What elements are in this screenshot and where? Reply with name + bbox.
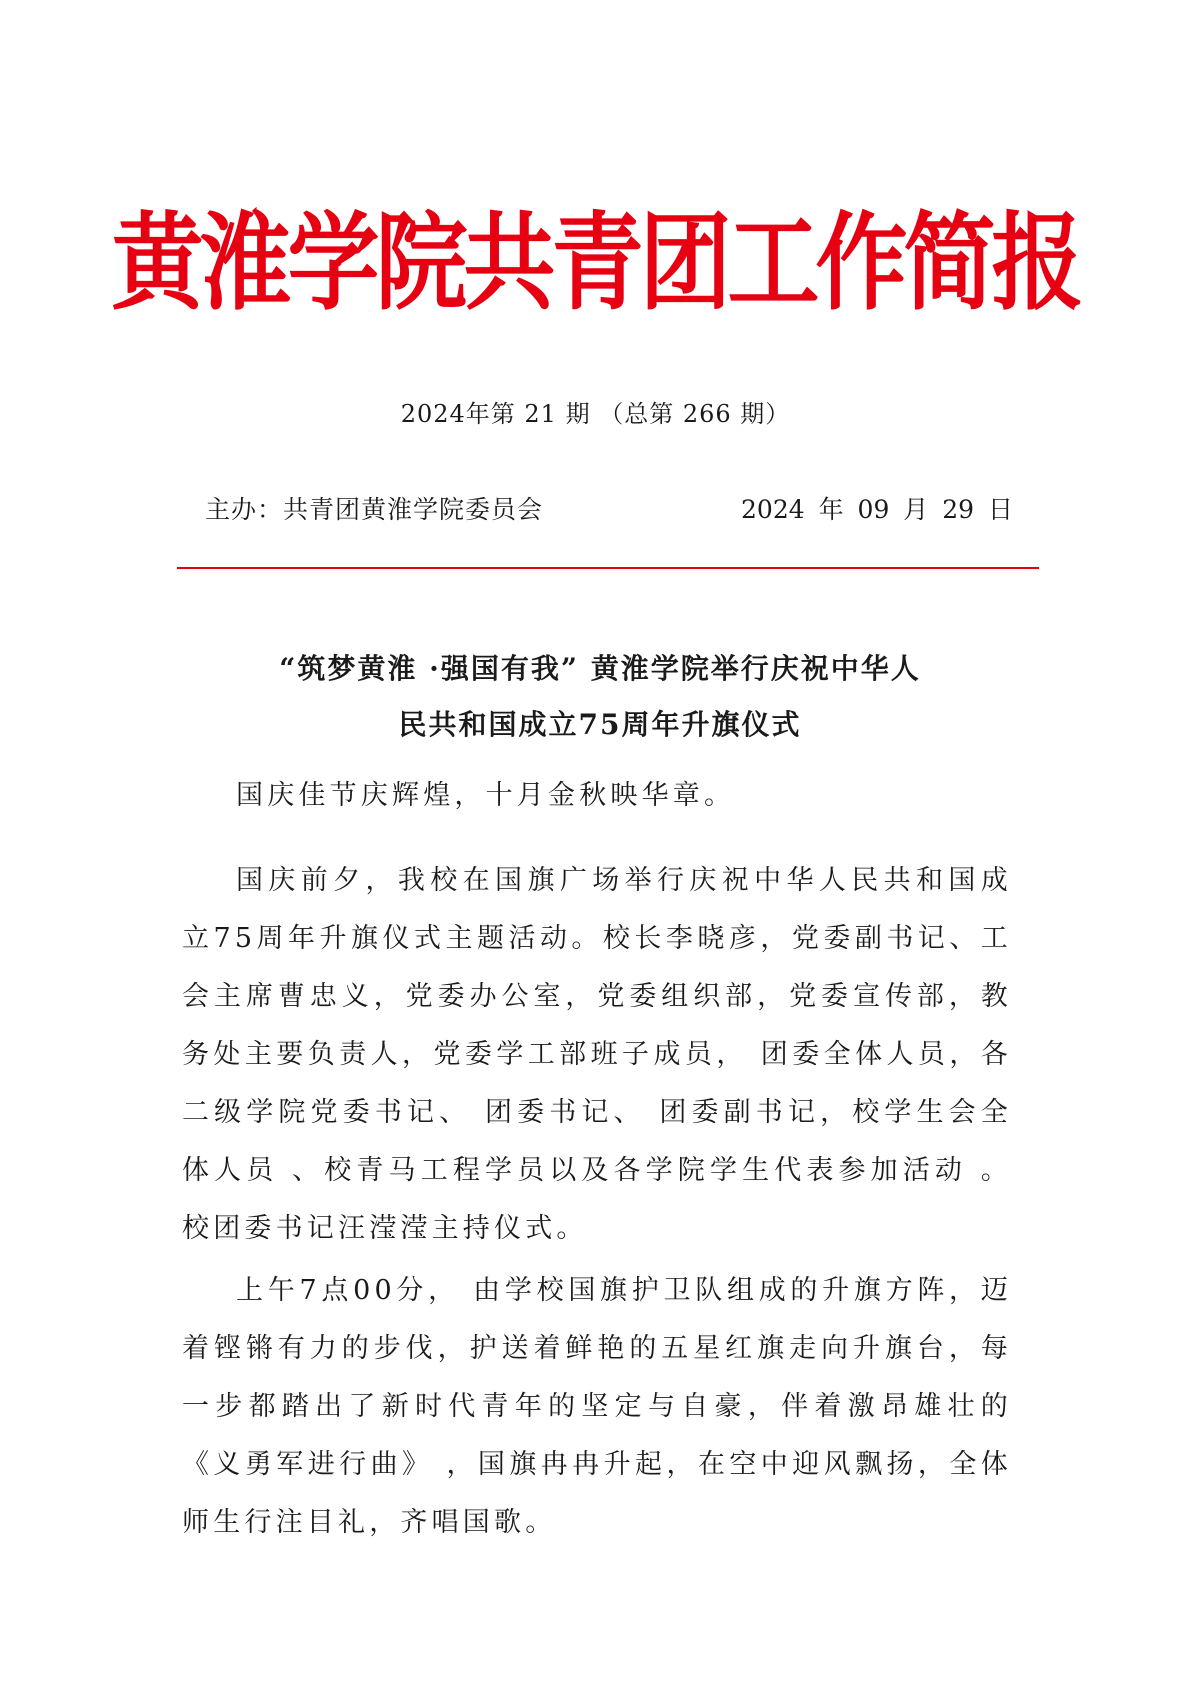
article-title-line-2: 民共和国成立75周年升旗仪式 xyxy=(398,708,802,741)
article-paragraph-1: 国庆佳节庆辉煌，十月金秋映华章。 xyxy=(236,780,736,811)
article-title-line-1: “筑梦黄淮 ·强国有我” 黄淮学院举行庆祝中华人 xyxy=(279,652,921,685)
red-divider-line xyxy=(177,567,1039,569)
issue-number: 2024年第 21 期 （总第 266 期） xyxy=(400,400,791,428)
publication-date: 2024 年 09 月 29 日 xyxy=(741,495,1013,524)
article-paragraph-3: 上午7点00分， 由学校国旗护卫队组成的升旗方阵，迈着铿锵有力的步伐，护送着鲜艳的五星红旗走向升旗台，每一步都踏出了新时代青年的坚定与自豪，伴着激昂雄壮的《义勇军进行曲》 ，国旗冉冉升起，在空中迎风飘扬，全体师生行注目礼，齐唱国歌。 xyxy=(182,1275,1012,1538)
newsletter-masthead-title: 黄淮学院共青团工作简报 xyxy=(111,201,1080,325)
article-title xyxy=(180,641,1020,753)
article-paragraph-2: 国庆前夕，我校在国旗广场举行庆祝中华人民共和国成立75周年升旗仪式主题活动。校长李晓彦，党委副书记、工会主席曹忠义，党委办公室，党委组织部，党委宣传部，教务处主要负责人，党委学工部班子成员， 团委全体人员，各二级学院党委书记、 团委书记、 团委副书记，校学生会全体人员 、校青马工程学员以及各学院学生代表参加活动 。校团委书记汪滢滢主持仪式。 xyxy=(182,865,1012,1244)
sponsor-organization: 主办：共青团黄淮学院委员会 xyxy=(205,495,544,524)
